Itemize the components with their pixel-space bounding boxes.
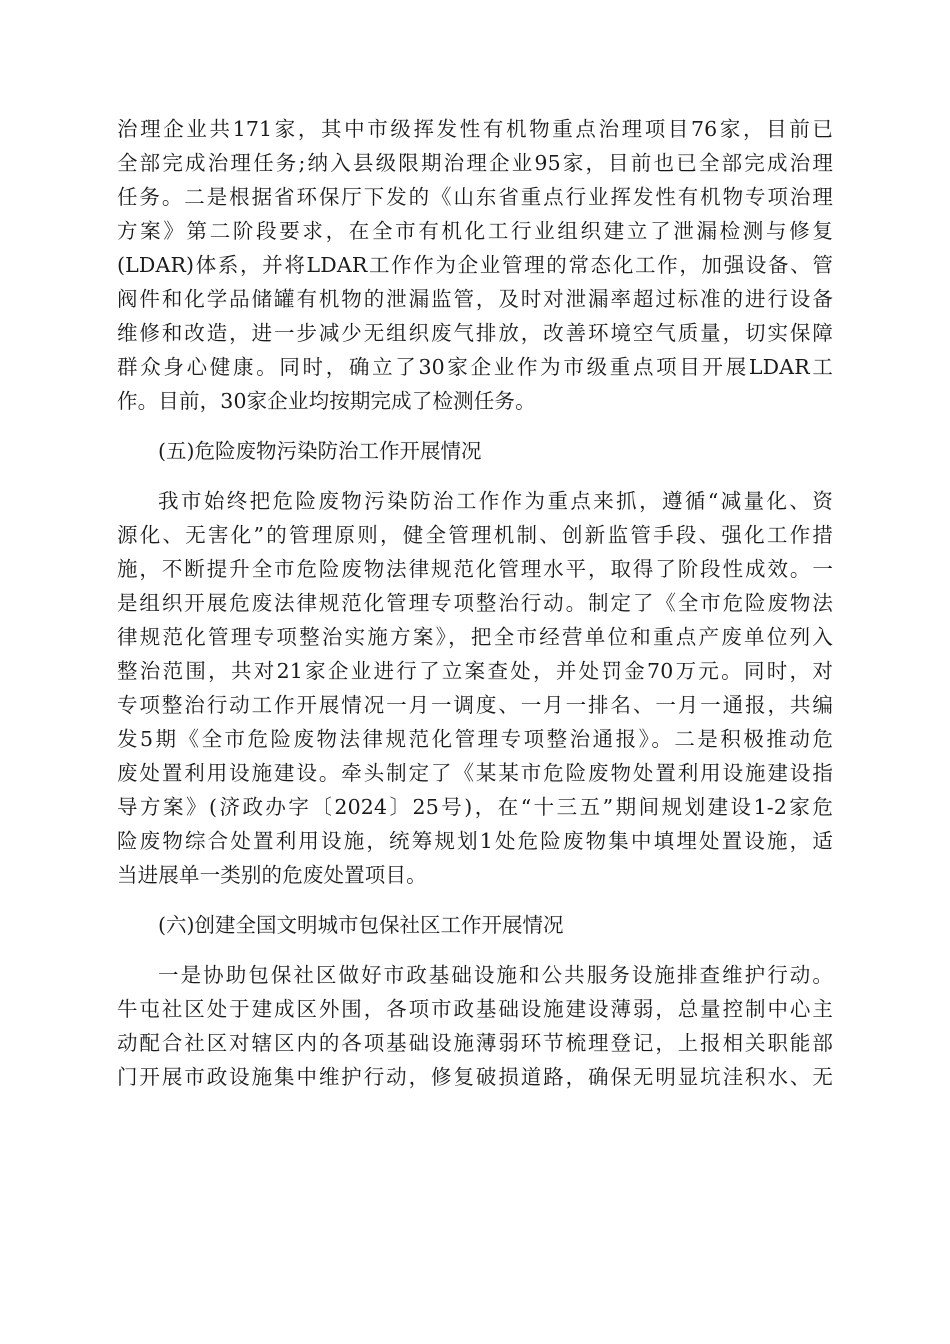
text-line: 是组织开展危废法律规范化管理专项整治行动。制定了《全市危险废物法 <box>117 591 833 615</box>
text-line: 废处置利用设施建设。牵头制定了《某某市危险废物处置利用设施建设指 <box>117 761 833 785</box>
text-line: 一是协助包保社区做好市政基础设施和公共服务设施排查维护行动。 <box>158 963 833 987</box>
text-line: 发5期《全市危险废物法律规范化管理专项整治通报》。二是积极推动危 <box>117 727 833 751</box>
text-line: 维修和改造，进一步减少无组织废气排放，改善环境空气质量，切实保障 <box>117 321 833 345</box>
text-line: 整治范围，共对21家企业进行了立案查处，并处罚金70万元。同时，对 <box>117 659 833 683</box>
text-line: 方案》第二阶段要求，在全市有机化工行业组织建立了泄漏检测与修复 <box>117 219 833 243</box>
text-line: 动配合社区对辖区内的各项基础设施薄弱环节梳理登记，上报相关职能部 <box>117 1031 833 1055</box>
text-line: 源化、无害化”的管理原则，健全管理机制、创新监管手段、强化工作措 <box>117 523 833 547</box>
section-heading-5: (五)危险废物污染防治工作开展情况 <box>158 439 482 463</box>
text-line: 治理企业共171家，其中市级挥发性有机物重点治理项目76家，目前已 <box>117 117 833 141</box>
document-body <box>117 112 833 1094</box>
paragraph-voc-treatment <box>117 112 833 418</box>
text-line: 当进展单一类别的危废处置项目。 <box>117 863 427 887</box>
text-line: 阀件和化学品储罐有机物的泄漏监管，及时对泄漏率超过标准的进行设备 <box>117 287 833 311</box>
text-line: 我市始终把危险废物污染防治工作作为重点来抓，遵循“减量化、资 <box>158 489 833 513</box>
text-line: 全部完成治理任务;纳入县级限期治理企业95家，目前也已全部完成治理 <box>117 151 833 175</box>
text-line: 险废物综合处置利用设施，统筹规划1处危险废物集中填埋处置设施，适 <box>117 829 833 853</box>
section-heading-6: (六)创建全国文明城市包保社区工作开展情况 <box>158 913 564 937</box>
text-line: 牛屯社区处于建成区外围，各项市政基础设施建设薄弱，总量控制中心主 <box>117 997 833 1021</box>
text-line: 作。目前，30家企业均按期完成了检测任务。 <box>117 389 536 413</box>
text-line: 律规范化管理专项整治实施方案》，把全市经营单位和重点产废单位列入 <box>117 625 833 649</box>
paragraph-hazardous-waste <box>117 484 833 892</box>
paragraph-civilized-city <box>117 958 833 1094</box>
text-line: 任务。二是根据省环保厅下发的《山东省重点行业挥发性有机物专项治理 <box>117 185 833 209</box>
text-line: 导方案》(济政办字〔2024〕25号)，在“十三五”期间规划建设1-2家危 <box>117 795 833 819</box>
text-line: 门开展市政设施集中维护行动，修复破损道路，确保无明显坑洼积水、无 <box>117 1065 833 1089</box>
text-line: 群众身心健康。同时，确立了30家企业作为市级重点项目开展LDAR工 <box>117 355 833 379</box>
text-line: 施，不断提升全市危险废物法律规范化管理水平，取得了阶段性成效。一 <box>117 557 833 581</box>
text-line: (LDAR)体系，并将LDAR工作作为企业管理的常态化工作，加强设备、管 <box>117 253 833 277</box>
text-line: 专项整治行动工作开展情况一月一调度、一月一排名、一月一通报，共编 <box>117 693 833 717</box>
